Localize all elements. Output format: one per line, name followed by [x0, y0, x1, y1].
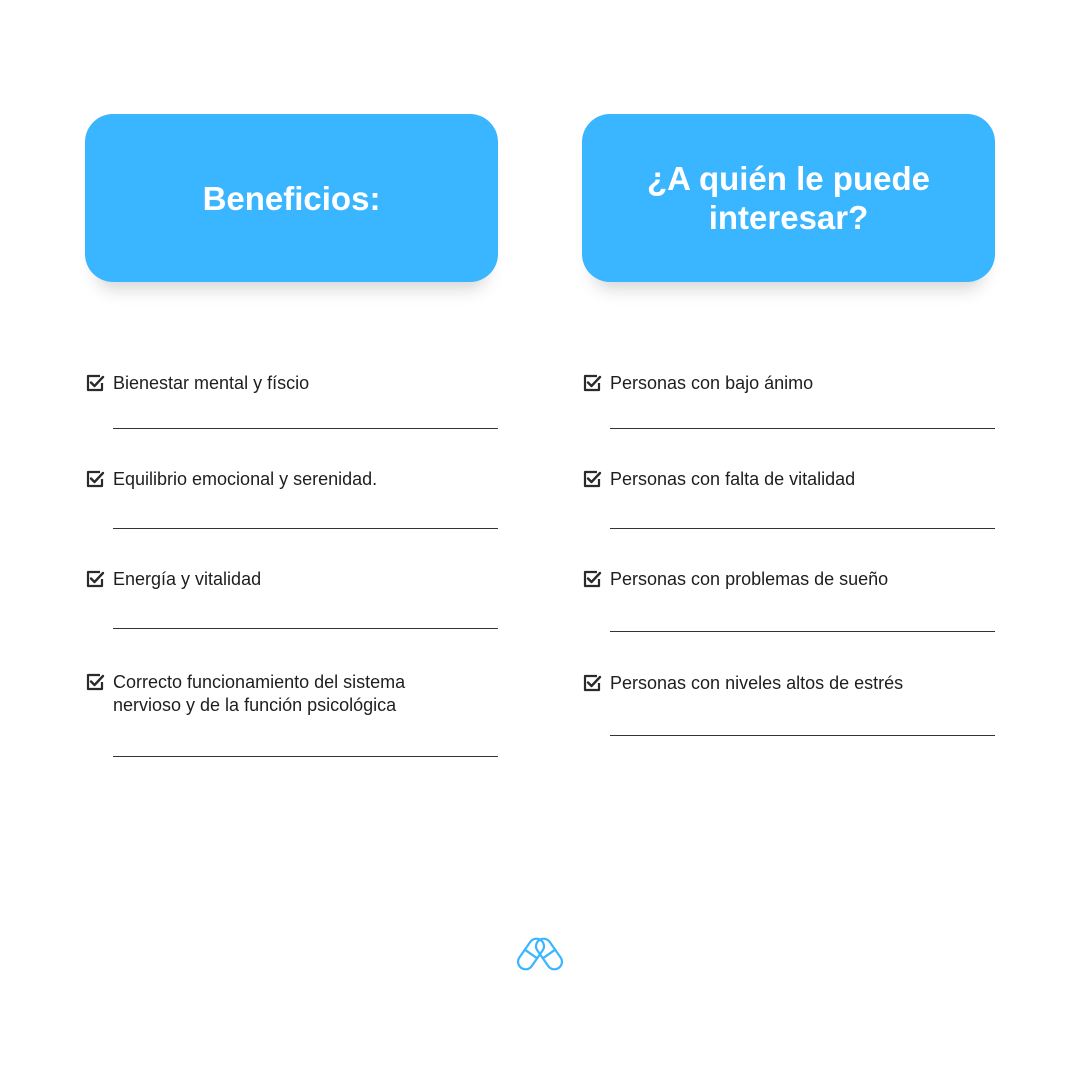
checkbox-checked-icon [85, 569, 105, 589]
audience-header-card [582, 114, 995, 282]
divider [113, 528, 498, 529]
divider [610, 428, 995, 429]
divider [610, 528, 995, 529]
checkbox-checked-icon [85, 469, 105, 489]
audience-item-3 [582, 568, 995, 591]
benefit-item-label: Energía y vitalidad [113, 569, 262, 589]
benefit-item-label: Bienestar mental y físcio [113, 373, 310, 393]
benefit-item-label: Equilibrio emocional y serenidad. [113, 469, 378, 489]
benefit-item-4 [85, 671, 498, 717]
checkbox-checked-icon [582, 569, 602, 589]
benefit-item-3 [85, 568, 498, 591]
audience-item-label: Personas con niveles altos de estrés [610, 673, 904, 693]
checkbox-checked-icon [582, 373, 602, 393]
divider [113, 628, 498, 629]
audience-item-label: Personas con bajo ánimo [610, 373, 814, 393]
capsules-logo-icon [515, 932, 565, 972]
benefits-title: Beneficios: [202, 179, 381, 217]
divider [610, 631, 995, 632]
audience-item-1 [582, 372, 995, 395]
audience-item-label: Personas con problemas de sueño [610, 569, 889, 589]
divider [113, 428, 498, 429]
benefit-item-1 [85, 372, 498, 395]
divider [113, 756, 498, 757]
checkbox-checked-icon [85, 373, 105, 393]
benefits-header-card [85, 114, 498, 282]
checkbox-checked-icon [582, 469, 602, 489]
audience-item-2 [582, 468, 995, 491]
checkbox-checked-icon [582, 673, 602, 693]
checkbox-checked-icon [85, 672, 105, 692]
audience-item-4 [582, 672, 995, 695]
audience-item-label: Personas con falta de vitalidad [610, 469, 856, 489]
divider [610, 735, 995, 736]
benefit-item-label: Correcto funcionamiento del sistema nervioso y de la función psicológica [113, 672, 406, 715]
benefit-item-2 [85, 468, 498, 491]
audience-title: ¿A quién le puede interesar? [647, 160, 930, 236]
